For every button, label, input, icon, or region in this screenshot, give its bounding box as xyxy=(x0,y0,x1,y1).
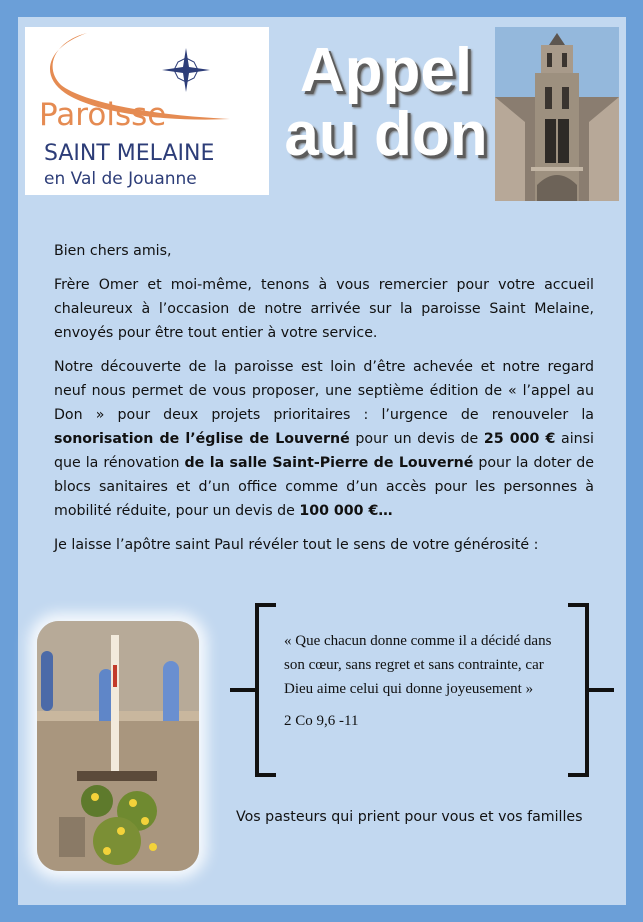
logo-paroisse-text: Paroisse xyxy=(39,97,167,133)
amount-hall: 100 000 €… xyxy=(299,503,393,519)
scripture-quote xyxy=(284,629,564,733)
title-line-1: Appel xyxy=(299,36,473,105)
amount-sound: 25 000 € xyxy=(483,431,556,447)
greeting: Bien chers amis, xyxy=(54,243,172,259)
quote-reference: 2 Co 9,6 -11 xyxy=(284,713,359,729)
project-hall: de la salle Saint-Pierre de Louverné xyxy=(184,455,474,471)
page-title xyxy=(276,36,496,169)
project-sound-system: sonorisation de l’église de Louverné xyxy=(54,431,350,447)
paragraph-thanks: Frère Omer et moi-même, tenons à vous remercier pour votre accueil chaleureux à l’occasion de notre arrivée sur la paroisse Saint Melaine, envoyés pour être tout entier à votre service. xyxy=(54,277,594,341)
pastors-signature: Vos pasteurs qui prient pour vous et vos familles xyxy=(236,809,583,825)
logo-val-text: en Val de Jouanne xyxy=(44,169,197,189)
church-tower-photo xyxy=(495,27,619,201)
star-icon xyxy=(162,48,210,92)
quote-text: « Que chacun donne comme il a décidé dans son cœur, sans regret et sans contrainte, car Dieu aime celui qui donne joyeusement » xyxy=(284,633,552,697)
paragraph-paul: Je laisse l’apôtre saint Paul révéler tout le sens de votre générosité : xyxy=(54,537,539,553)
paragraph-projects: Notre découverte de la paroisse est loin d’être achevée et notre regard neuf nous permet de vous proposer, une septième édition de « l’appel au Don » pour deux projets prioritaires : l’urgence de renouveler la sonorisation de l’église de Louverné pour un devis de 25 000 € ainsi que la rénovation de la salle Saint-Pierre de Louverné pour la doter de blocs sanitaires et d’un office comme d’un accès pour les personnes à mobilité réduite, pour un devis de 100 000 €… xyxy=(54,359,594,519)
scripture-quote-block xyxy=(230,603,620,778)
letter-body xyxy=(54,239,594,567)
logo-saint-melaine-text: SAINT MELAINE xyxy=(44,141,215,166)
church-interior-photo xyxy=(37,621,199,871)
flyer-page xyxy=(18,17,626,905)
parish-logo xyxy=(25,27,269,195)
title-line-2: au don xyxy=(284,100,488,169)
